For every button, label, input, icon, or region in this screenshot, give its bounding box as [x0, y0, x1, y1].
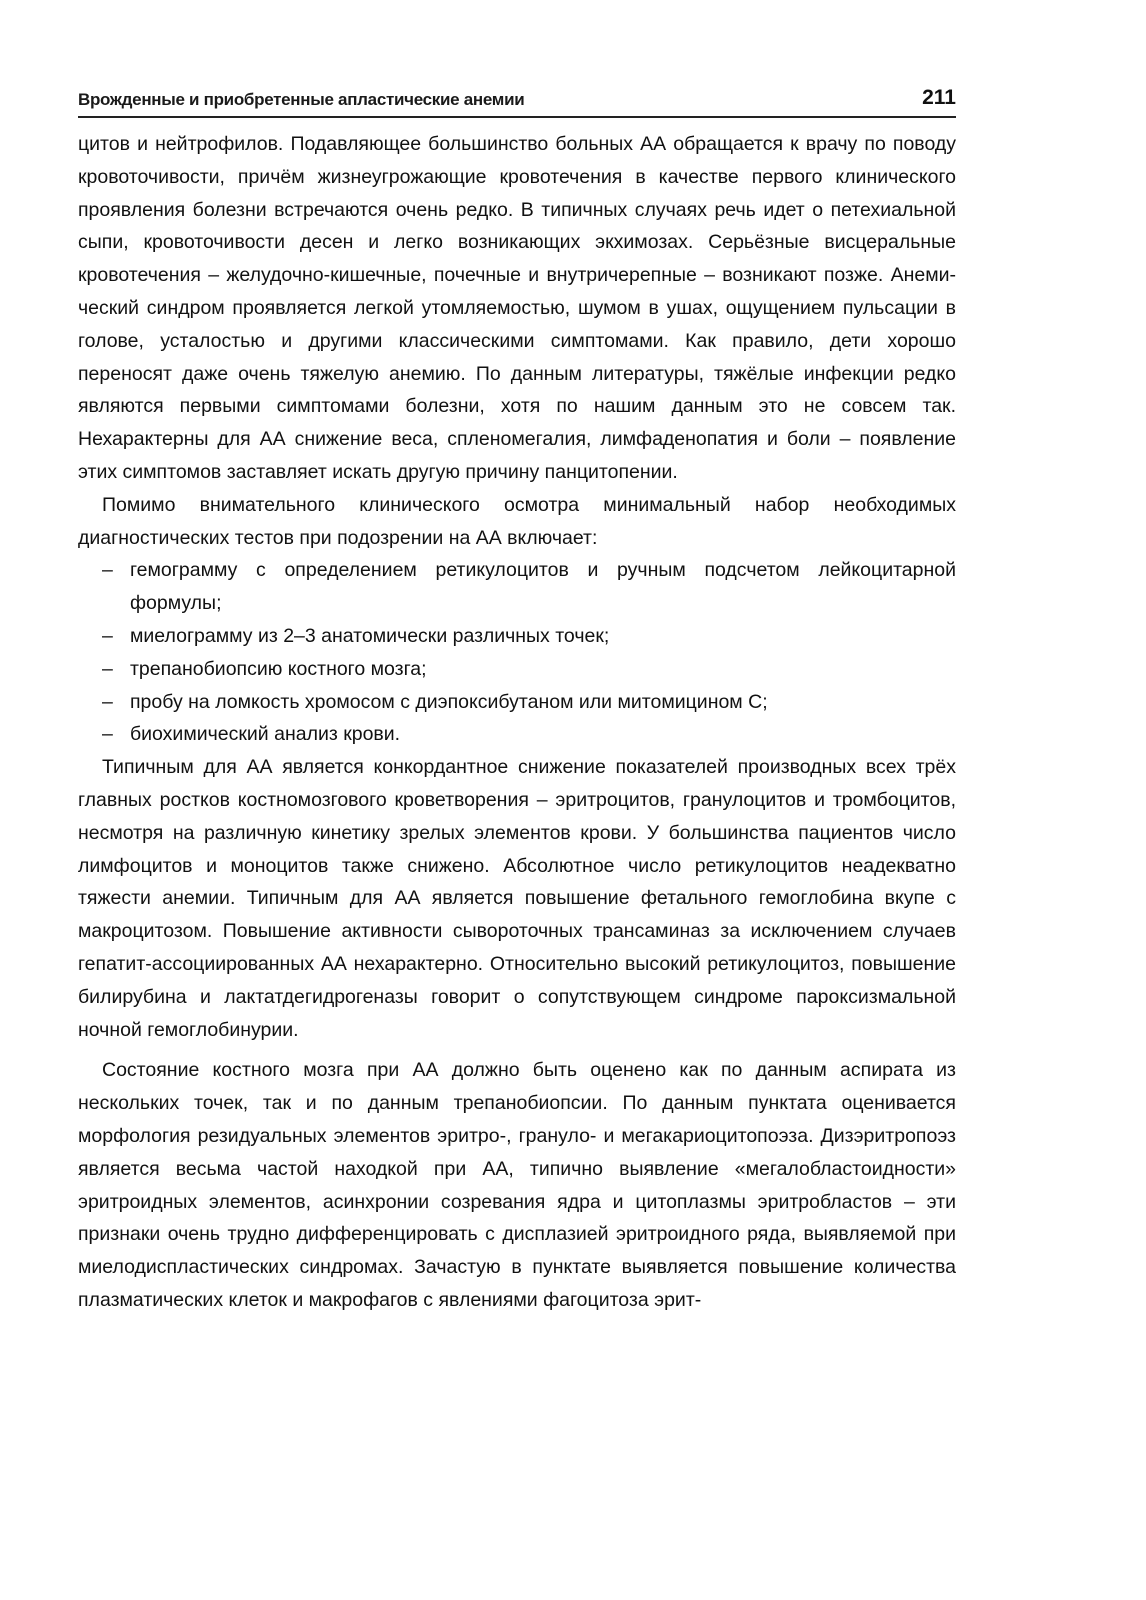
paragraph-clinical-presentation: цитов и нейтрофилов. Подавляющее большинство больных АА обращается к врачу по поводу кровоточивости, причём жизнеугрожающие кровотечения в качестве первого клинического проявления болезни встречаются очень редко. В типичных случаях речь идет о петехиальной сыпи, кровоточивости десен и легко возникающих экхимозах. Серьёзные висцеральные кровотечения – желудочно-кишечные, почечные и внутричерепные – возникают позже. Анемический синдром проявляется легкой утомляемостью, шумом в ушах, ощущением пульсации в голове, усталостью и другими классическими симптомами. Как правило, дети хорошо переносят даже очень тяжелую анемию. По данным литературы, тяжёлые инфекции редко являются первыми симптомами болезни, хотя по нашим данным это не совсем так. Нехарактерны для АА снижение веса, спленомегалия, лимфаденопатия и боли – появление этих симптомов заставляет искать другую причину панцитопении.	[78, 133, 956, 483]
book-page	[78, 78, 956, 1317]
diagnostic-tests-list	[78, 554, 956, 751]
dash-bullet-icon: –	[102, 723, 113, 746]
list-item-text: миелограмму из 2–3 анатомически различных точек;	[130, 624, 610, 647]
list-item-text: биохимический анализ крови.	[130, 723, 401, 746]
list-item	[78, 653, 956, 686]
paragraph-laboratory-findings: Типичным для АА является конкордантное снижение показателей производных всех трёх главных ростков костномозгового кроветворения – эритроцитов, гранулоцитов и тромбоцитов, несмотря на различную кинетику зрелых элементов крови. У большинства пациентов число лимфоцитов и моноцитов также снижено. Абсолютное число ретикулоцитов неадекватно тяжести анемии. Типичным для АА является повышение фетального гемоглобина вкупе с макроцитозом. Повышение активности сывороточных трансаминаз за исключением случаев гепатит-ассоциированных АА нехарактерно. Относительно высокий ретикулоцитоз, повышение билирубина и лактатдегидрогеназы говорит о сопутствующем синдроме пароксизмальной ночной гемоглобинурии.	[78, 756, 956, 1041]
dash-bullet-icon: –	[102, 624, 113, 647]
running-title: Врожденные и приобретенные апластические анемии	[78, 90, 525, 109]
running-header	[78, 78, 956, 118]
dash-bullet-icon: –	[102, 559, 113, 582]
list-item	[78, 554, 956, 620]
list-item-text: трепанобиопсию костного мозга;	[130, 657, 427, 680]
body-text	[78, 128, 956, 1317]
dash-bullet-icon: –	[102, 690, 113, 713]
page-number: 211	[922, 86, 956, 109]
list-item-text: гемограмму с определением ретикулоцитов и ручным подсчетом лейкоцитарной формулы;	[130, 559, 956, 615]
list-item	[78, 686, 956, 719]
list-item	[78, 620, 956, 653]
paragraph-diagnostic-tests-intro: Помимо внимательного клинического осмотра минимальный набор необходимых диагностических тестов при подозрении на АА включает:	[78, 493, 956, 549]
dash-bullet-icon: –	[102, 657, 113, 680]
list-item	[78, 718, 956, 751]
list-item-text: пробу на ломкость хромосом с диэпоксибутаном или митомицином С;	[130, 690, 768, 713]
paragraph-bone-marrow: Состояние костного мозга при АА должно быть оценено как по данным аспирата из нескольких точек, так и по данным трепанобиопсии. По данным пунктата оценивается морфология резидуальных элементов эритро-, грануло- и мегакариоцитопоэза. Дизэритропоэз является весьма частой находкой при АА, типично выявление «мегалобластоидности» эритроидных элементов, асинхронии созревания ядра и цитоплазмы эритробластов – эти признаки очень трудно дифференцировать с дисплазией эритроидного ряда, выявляемой при миелодиспластических синдромах. Зачастую в пунктате выявляется повышение количества плазматических клеток и макрофагов с явлениями фагоцитоза эрит-	[78, 1059, 956, 1311]
